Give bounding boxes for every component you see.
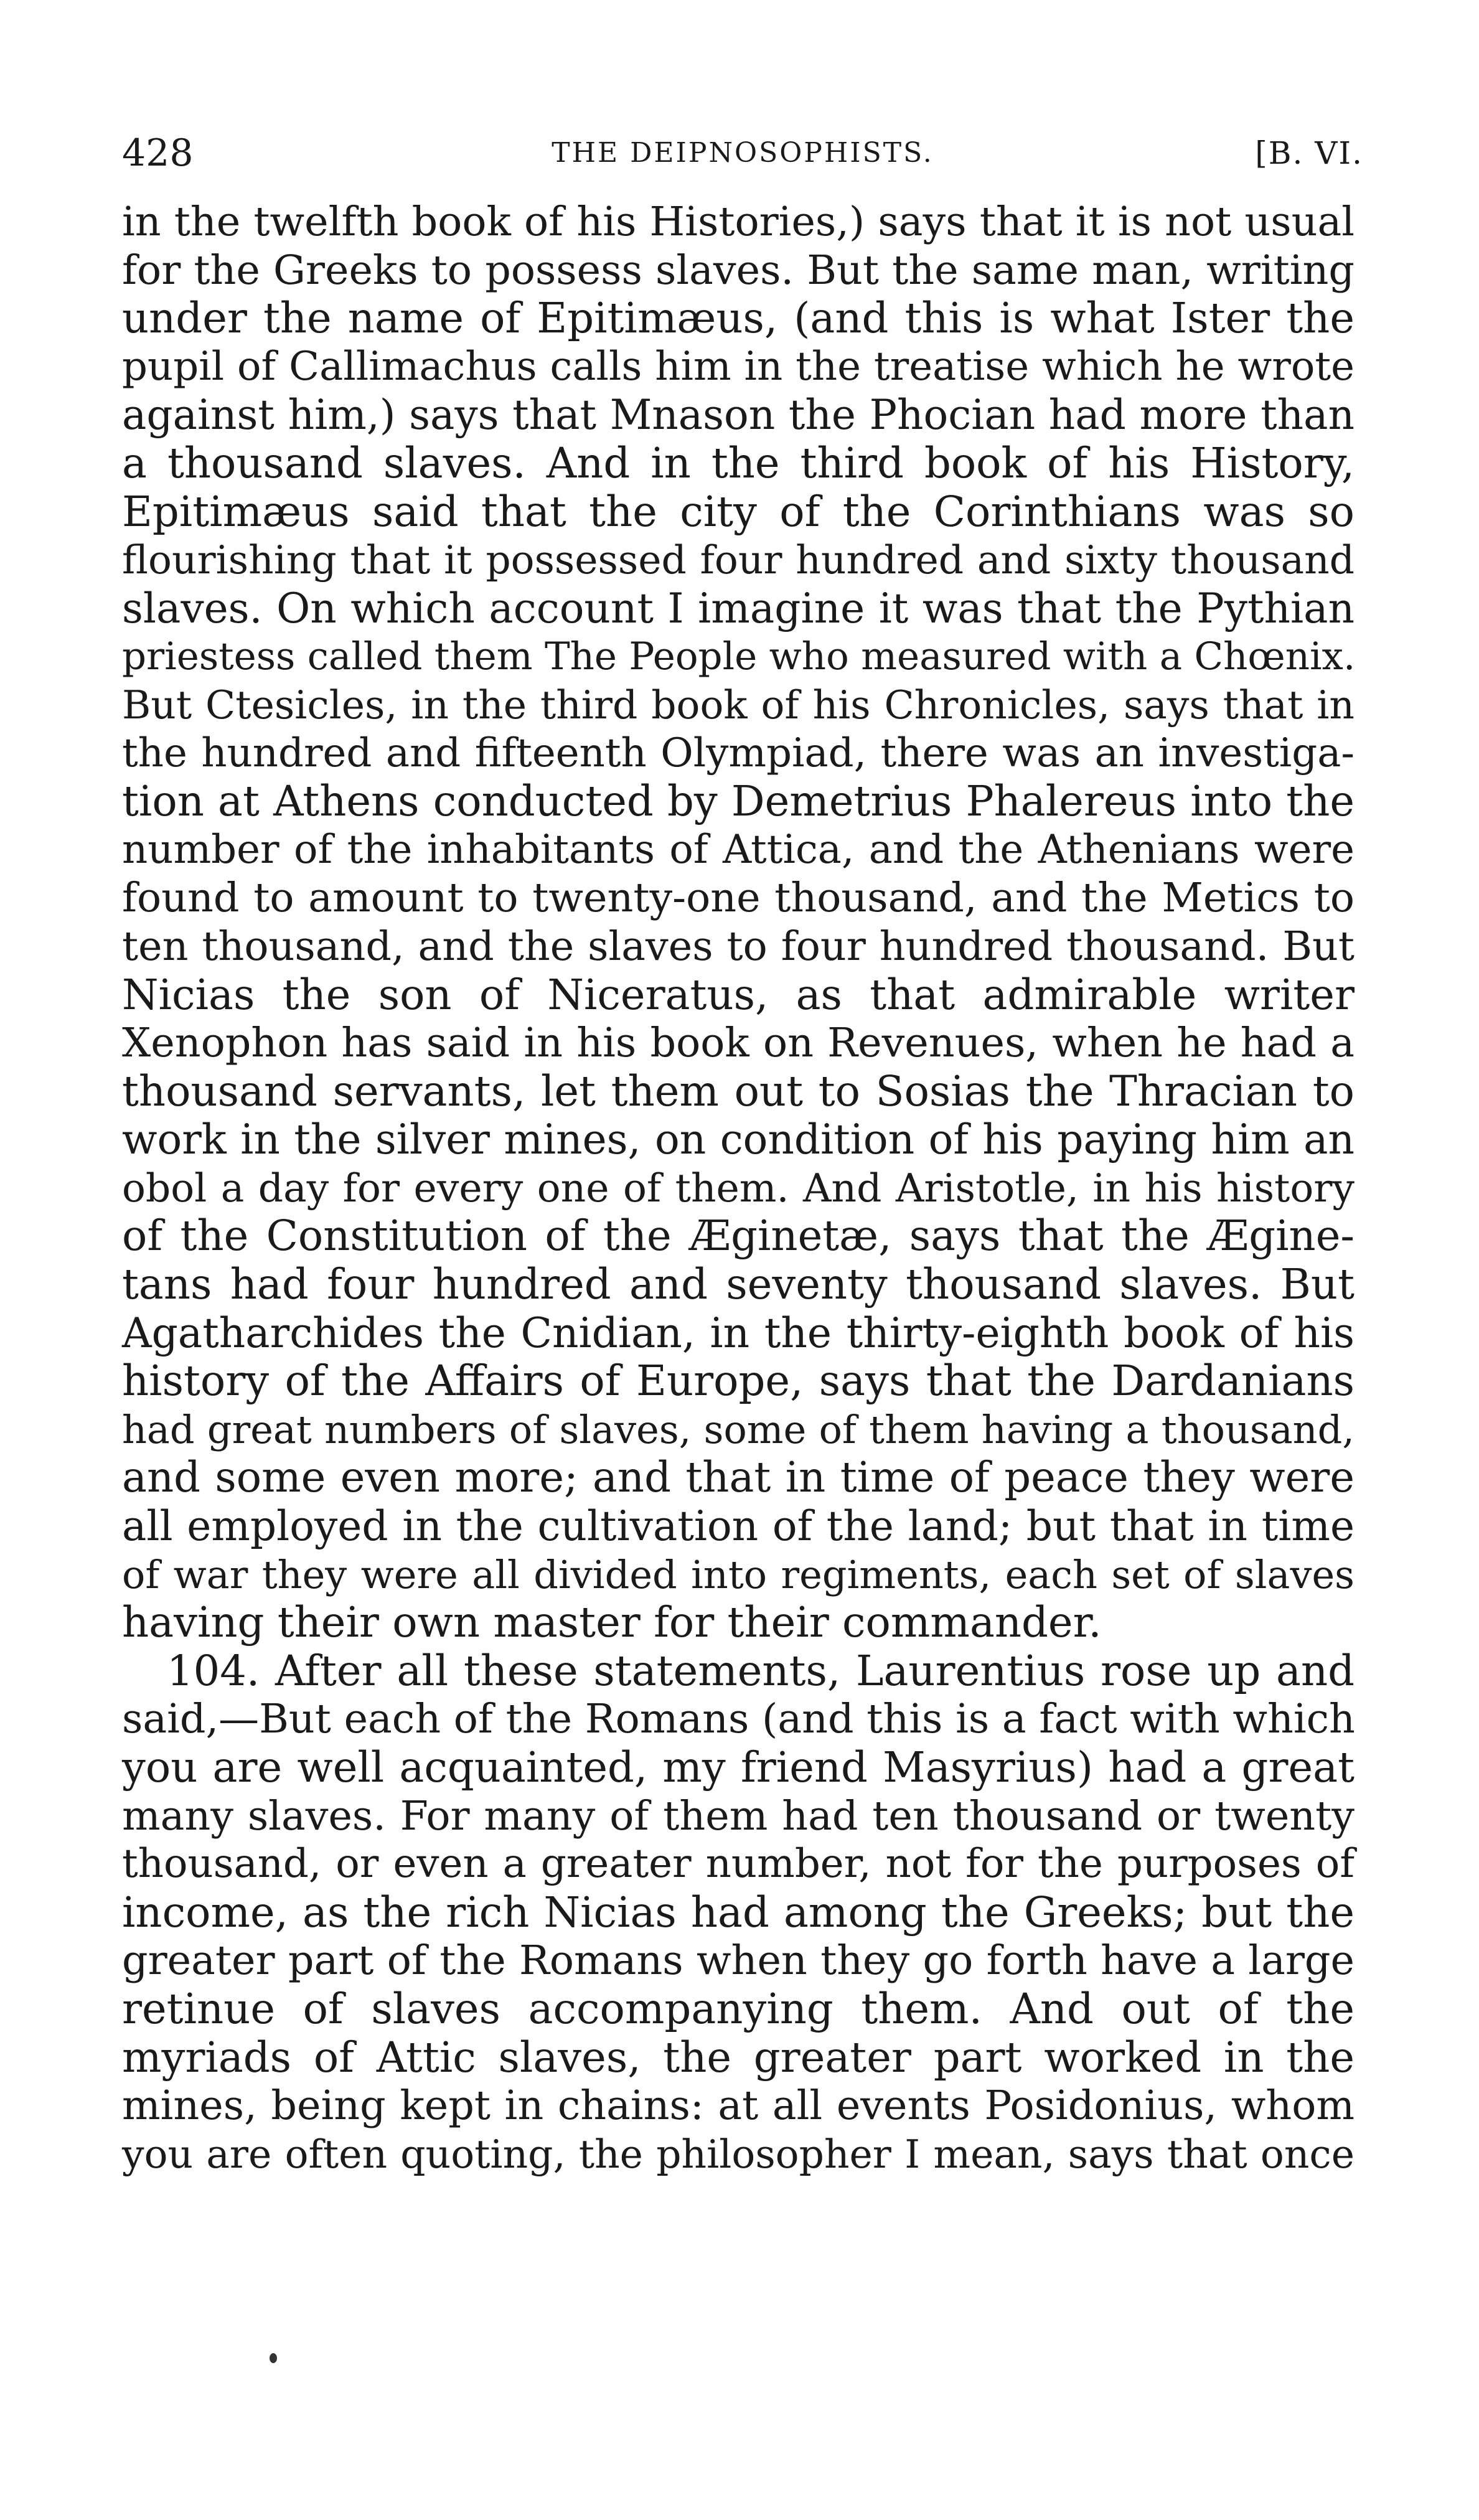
text-line: Nicias the son of Niceratus, as that admirable writer [122,970,1355,1019]
text-line: you are well acquainted, my friend Masyrius) had a great [122,1743,1355,1792]
text-line: obol a day for every one of them. And Aristotle, in his history [122,1165,1355,1211]
text-line: But Ctesicles, in the third book of his Chronicles, says that in [122,682,1355,728]
text-line: of the Constitution of the Æginetæ, says that the Ægine- [122,1211,1355,1261]
text-line: having their own master for their commander. [122,1598,1102,1647]
text-line: many slaves. For many of them had ten thousand or twenty [122,1792,1355,1840]
page-number: 428 [122,131,194,175]
text-line: found to amount to twenty-one thousand, and the Metics to [122,875,1355,922]
text-line: had great numbers of slaves, some of them having a thousand, [122,1406,1355,1452]
text-line: history of the Affairs of Europe, says that the Dardanians [122,1356,1355,1406]
ink-speck [270,2353,277,2363]
text-line: slaves. On which account I imagine it was that the Pythian [122,584,1355,632]
text-line: greater part of the Romans when they go forth have a large [122,1937,1355,1985]
running-title: THE DEIPNOSOPHISTS. [552,137,934,169]
text-line: mines, being kept in chains: at all events Posidonius, whom [122,2082,1355,2130]
text-line: and some even more; and that in time of peace they were [122,1453,1355,1502]
text-line: thousand, or even a greater number, not for the purposes of [122,1841,1355,1888]
text-line: Xenophon has said in his book on Revenues, when he had a [122,1020,1355,1067]
text-line: tion at Athens conducted by Demetrius Phalereus into the [122,777,1355,826]
text-line: a thousand slaves. And in the third book of his History, [122,438,1355,487]
text-line: you are often quoting, the philosopher I mean, says that once [122,2131,1355,2177]
text-line: against him,) says that Mnason the Phocian had more than [122,391,1355,440]
text-line: Agatharchides the Cnidian, in the thirty-eighth book of his [122,1309,1355,1357]
body-text [122,198,1355,2178]
book-reference: [B. VI. [1255,135,1363,171]
text-line: myriads of Attic slaves, the greater part worked in the [122,2033,1355,2082]
text-line: said,—But each of the Romans (and this is a fact with which [122,1696,1355,1743]
text-line: 104. After all these statements, Laurentius rose up and [167,1646,1355,1695]
text-line: pupil of Callimachus calls him in the treatise which he wrote [122,343,1355,390]
text-line: all employed in the cultivation of the land; but that in time [122,1502,1355,1551]
text-line: Epitimæus said that the city of the Corinthians was so [122,487,1355,536]
page-header [122,128,1363,178]
text-line: in the twelfth book of his Histories,) says that it is not usual [122,199,1355,245]
text-line: under the name of Epitimæus, (and this is what Ister the [122,294,1355,343]
text-line: the hundred and fifteenth Olympiad, there was an investiga- [122,730,1355,776]
text-line: work in the silver mines, on condition of his paying him an [122,1116,1355,1164]
text-line: of war they were all divided into regiments, each set of slaves [122,1551,1355,1597]
text-line: for the Greeks to possess slaves. But the same man, writing [122,247,1355,294]
text-line: retinue of slaves accompanying them. And out of the [122,1984,1355,2033]
text-line: tans had four hundred and seventy thousand slaves. But [122,1260,1355,1309]
text-line: priestess called them The People who measured with a Chœnix. [122,634,1356,679]
text-line: ten thousand, and the slaves to four hundred thousand. But [122,923,1355,970]
text-line: flourishing that it possessed four hundred and sixty thousand [122,537,1355,583]
text-line: thousand servants, let them out to Sosias the Thracian to [122,1066,1355,1116]
text-line: income, as the rich Nicias had among the Greeks; but the [122,1888,1355,1937]
text-line: number of the inhabitants of Attica, and the Athenians were [122,826,1355,873]
